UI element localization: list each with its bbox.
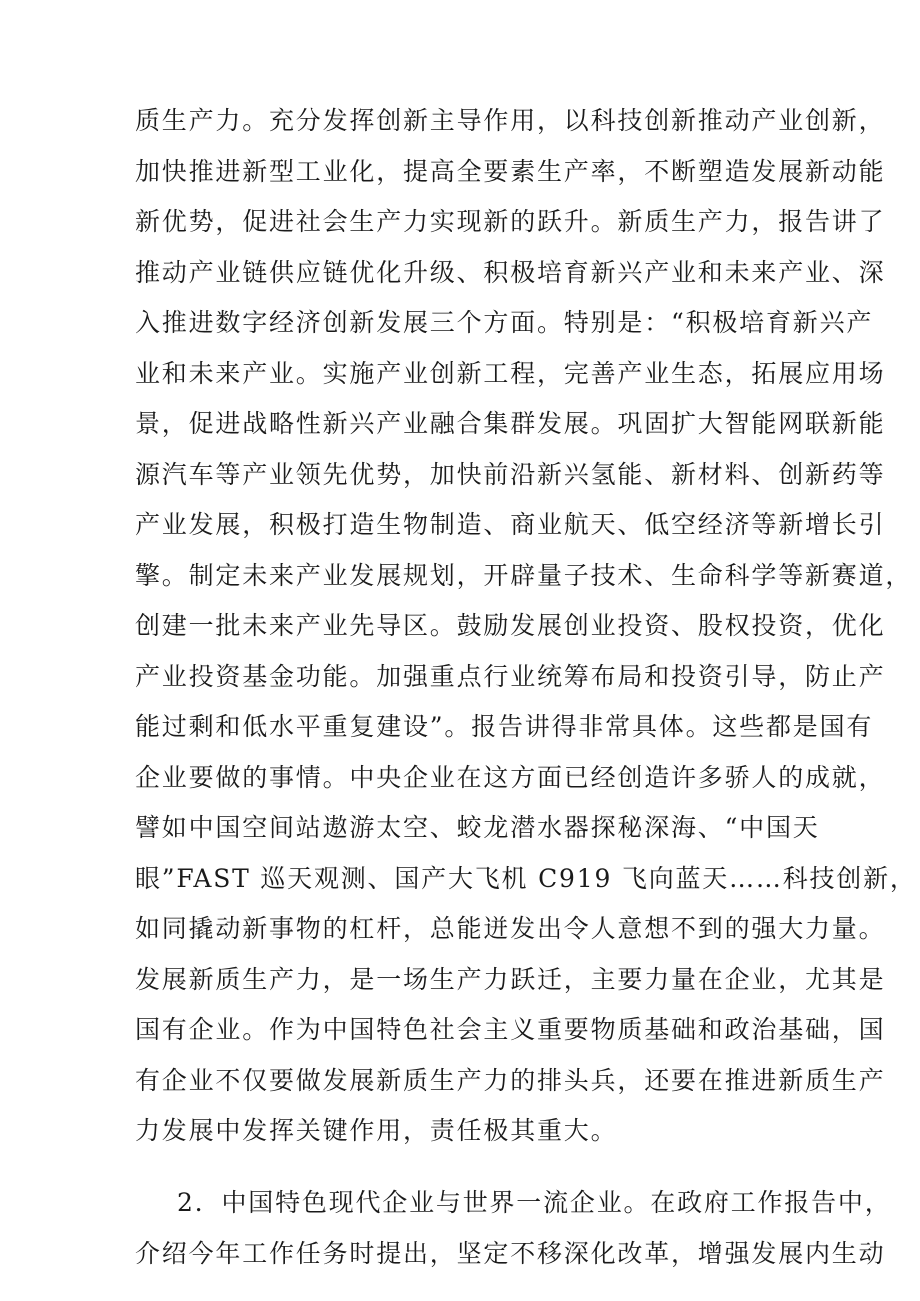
paragraph-1-line-5: 入推进数字经济创新发展三个方面。特别是：“积极培育新兴产 [135, 308, 874, 337]
paragraph-1-line-12: 产业投资基金功能。加强重点行业统筹布局和投资引导，防止产 [135, 662, 886, 691]
paragraph-1-line-20: 有企业不仅要做发展新质生产力的排头兵，还要在推进新质生产 [135, 1066, 886, 1095]
paragraph-1-line-18: 发展新质生产力，是一场生产力跃迁，主要力量在企业，尤其是 [135, 965, 886, 994]
paragraph-1-line-10: 擎。制定未来产业发展规划，开辟量子技术、生命科学等新赛道， [135, 561, 913, 590]
paragraph-1-line-8: 源汽车等产业领先优势，加快前沿新兴氢能、新材料、创新药等 [135, 460, 886, 489]
paragraph-2-line-2: 介绍今年工作任务时提出，坚定不移深化改革，增强发展内生动 [135, 1239, 886, 1268]
paragraph-1-line-6: 业和未来产业。实施产业创新工程，完善产业生态，拓展应用场 [135, 359, 886, 388]
paragraph-2-line-1: 2．中国特色现代企业与世界一流企业。在政府工作报告中， [177, 1188, 892, 1217]
paragraph-1-line-16: 眼”FAST 巡天观测、国产大飞机 C919 飞向蓝天……科技创新， [135, 864, 917, 893]
paragraph-1-line-2: 加快推进新型工业化，提高全要素生产率，不断塑造发展新动能 [135, 157, 886, 186]
paragraph-1-line-11: 创建一批未来产业先导区。鼓励发展创业投资、股权投资，优化 [135, 611, 886, 640]
paragraph-1-line-9: 产业发展，积极打造生物制造、商业航天、低空经济等新增长引 [135, 510, 886, 539]
paragraph-1-line-7: 景，促进战略性新兴产业融合集群发展。巩固扩大智能网联新能 [135, 409, 886, 438]
paragraph-1-line-21: 力发展中发挥关键作用，责任极其重大。 [135, 1116, 618, 1145]
paragraph-1-line-17: 如同撬动新事物的杠杆，总能迸发出令人意想不到的强大力量。 [135, 914, 886, 943]
paragraph-1-line-14: 企业要做的事情。中央企业在这方面已经创造许多骄人的成就， [135, 763, 886, 792]
paragraph-1-line-3: 新优势，促进社会生产力实现新的跃升。新质生产力，报告讲了 [135, 207, 886, 236]
paragraph-1-line-15: 譬如中国空间站遨游太空、蛟龙潜水器探秘深海、“中国天 [135, 813, 820, 842]
paragraph-1-line-1: 质生产力。充分发挥创新主导作用，以科技创新推动产业创新， [135, 106, 886, 135]
paragraph-1-line-13: 能过剩和低水平重复建设”。报告讲得非常具体。这些都是国有 [135, 712, 874, 741]
paragraph-1-line-19: 国有企业。作为中国特色社会主义重要物质基础和政治基础，国 [135, 1015, 886, 1044]
paragraph-1-line-4: 推动产业链供应链优化升级、积极培育新兴产业和未来产业、深 [135, 258, 886, 287]
